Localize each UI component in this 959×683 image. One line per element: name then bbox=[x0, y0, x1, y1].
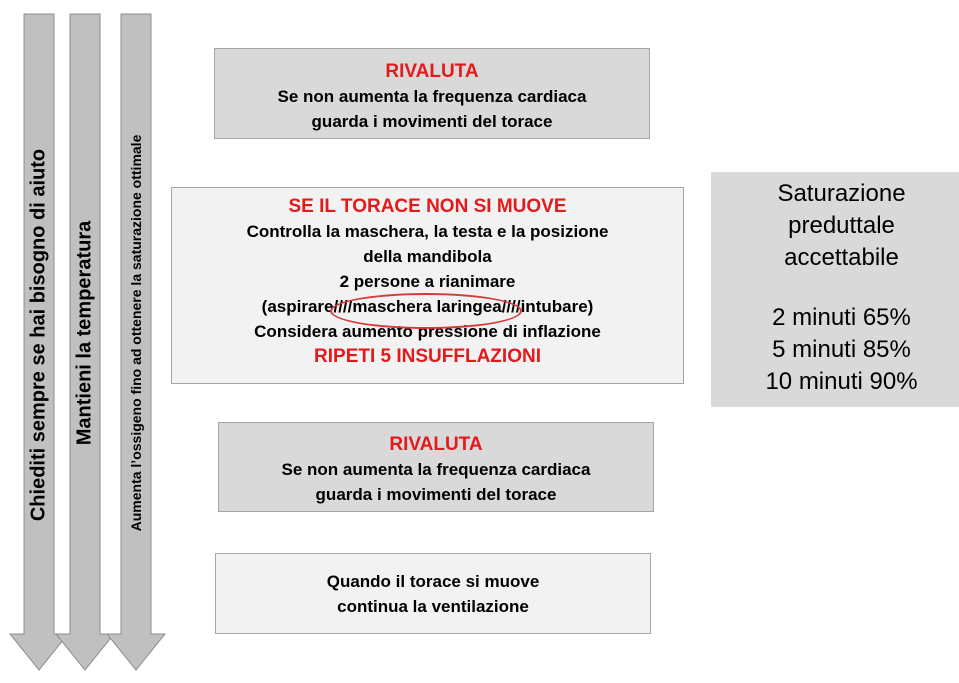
saturation-heading-3: accettabile bbox=[784, 244, 899, 271]
reassess-box-2-title: RIVALUTA bbox=[389, 434, 483, 455]
reassess-box-1-line2: guarda i movimenti del torace bbox=[311, 112, 553, 131]
saturation-row-5min: 5 minuti 85% bbox=[772, 336, 911, 363]
saturation-spacer bbox=[711, 274, 959, 302]
continue-ventilation-line2: continua la ventilazione bbox=[337, 597, 529, 616]
reassess-box-1-line1: Se non aumenta la frequenza cardiaca bbox=[277, 87, 587, 106]
saturation-panel bbox=[711, 172, 959, 407]
reassess-box-2-line1: Se non aumenta la frequenza cardiaca bbox=[281, 460, 591, 479]
chest-not-moving-line5: Considera aumento pressione di inflazione bbox=[254, 322, 601, 341]
reassess-box-1 bbox=[214, 48, 650, 139]
arrow-temperature-label: Mantieni la temperatura bbox=[73, 220, 96, 446]
saturation-heading-1: Saturazione bbox=[777, 180, 906, 207]
reassess-box-2-line2: guarda i movimenti del torace bbox=[315, 485, 557, 504]
saturation-row-2min: 2 minuti 65% bbox=[772, 304, 911, 331]
reassess-box-2 bbox=[218, 422, 654, 512]
chest-not-moving-line1: Controlla la maschera, la testa e la posizione bbox=[246, 222, 609, 241]
saturation-row-10min: 10 minuti 90% bbox=[765, 368, 918, 395]
chest-not-moving-box bbox=[171, 187, 684, 384]
chest-not-moving-line4: (aspirare////maschera laringea////intubare) bbox=[261, 297, 594, 316]
continue-ventilation-box bbox=[215, 553, 651, 634]
saturation-heading-2: preduttale bbox=[788, 212, 895, 239]
laryngeal-mask-highlight-oval bbox=[330, 293, 522, 329]
chest-not-moving-line3: 2 persone a rianimare bbox=[339, 272, 516, 291]
reassess-box-1-title: RIVALUTA bbox=[385, 61, 479, 82]
arrow-help-label: Chiediti sempre se hai bisogno di aiuto bbox=[27, 148, 50, 522]
chest-not-moving-line2: della mandibola bbox=[363, 247, 492, 266]
chest-not-moving-title: SE IL TORACE NON SI MUOVE bbox=[288, 196, 567, 217]
repeat-insufflations-text: RIPETI 5 INSUFFLAZIONI bbox=[314, 346, 541, 367]
arrow-oxygen-label: Aumenta l’ossigeno fino ad ottenere la saturazione ottimale bbox=[128, 134, 144, 532]
continue-ventilation-line1: Quando il torace si muove bbox=[326, 572, 540, 591]
